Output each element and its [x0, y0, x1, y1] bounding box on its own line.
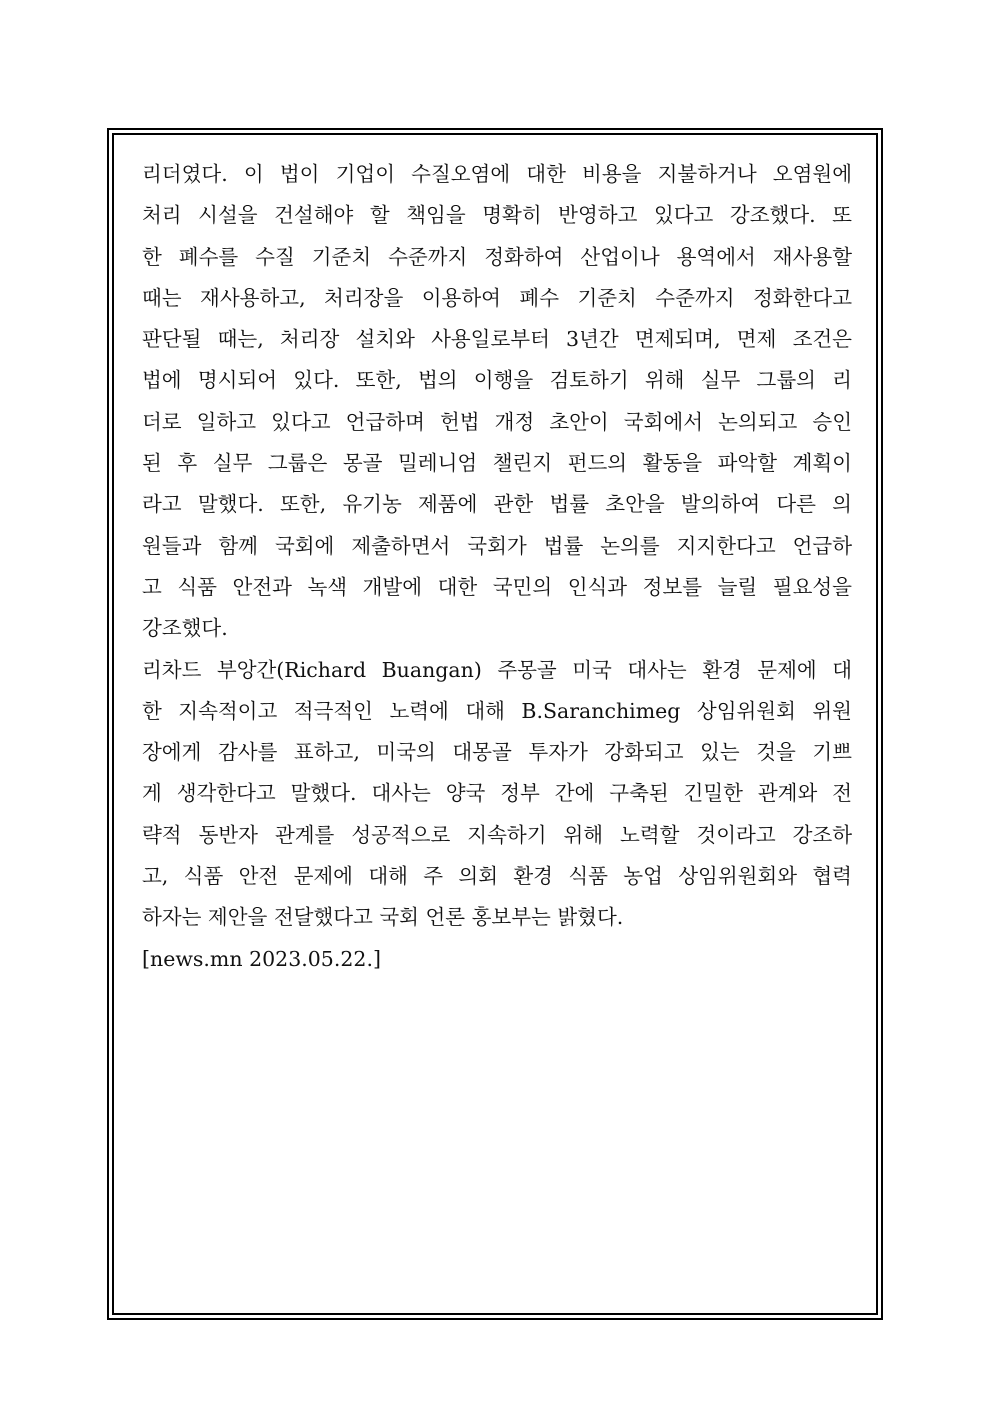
text-line: 강조했다. [142, 616, 228, 641]
article-body [142, 154, 852, 980]
paragraph-2 [142, 650, 852, 939]
text-line: 된 후 실무 그룹은 몽골 밀레니엄 챌린지 펀드의 활동을 파악할 계획이 [142, 451, 852, 476]
text-line: 법에 명시되어 있다. 또한, 법의 이행을 검토하기 위해 실무 그룹의 리 [142, 368, 852, 393]
text-line: 처리 시설을 건설해야 할 책임을 명확히 반영하고 있다고 강조했다. 또 [142, 203, 852, 228]
paragraph-1 [142, 154, 852, 650]
text-line: 리더였다. 이 법이 기업이 수질오염에 대한 비용을 지불하거나 오염원에 [142, 162, 852, 186]
text-line: 고 식품 안전과 녹색 개발에 대한 국민의 인식과 정보를 늘릴 필요성을 [142, 574, 852, 599]
text-line: 리차드 부앙간(Richard Buangan) 주몽골 미국 대사는 환경 문제에 대 [142, 657, 852, 682]
text-line: 원들과 함께 국회에 제출하면서 국회가 법률 논의를 지지한다고 언급하 [142, 533, 852, 558]
text-line: 때는 재사용하고, 처리장을 이용하여 폐수 기준치 수준까지 정화한다고 [142, 285, 852, 310]
text-line: 한 폐수를 수질 기준치 수준까지 정화하여 산업이나 용역에서 재사용할 [142, 244, 852, 269]
text-line: 장에게 감사를 표하고, 미국의 대몽골 투자가 강화되고 있는 것을 기쁘 [142, 740, 852, 765]
text-line: 판단될 때는, 처리장 설치와 사용일로부터 3년간 면제되며, 면제 조건은 [142, 327, 852, 352]
text-line: 한 지속적이고 적극적인 노력에 대해 B.Saranchimeg 상임위원회 위원 [142, 698, 852, 723]
text-line: 더로 일하고 있다고 언급하며 헌법 개정 초안이 국회에서 논의되고 승인 [142, 409, 852, 434]
source-citation: [news.mn 2023.05.22.] [142, 946, 381, 971]
text-line: 게 생각한다고 말했다. 대사는 양국 정부 간에 구축된 긴밀한 관계와 전 [142, 781, 852, 806]
text-line: 고, 식품 안전 문제에 대해 주 의회 환경 식품 농업 상임위원회와 협력 [142, 864, 852, 889]
text-line: 하자는 제안을 전달했다고 국회 언론 홍보부는 밝혔다. [142, 905, 624, 930]
text-line: 라고 말했다. 또한, 유기농 제품에 관한 법률 초안을 발의하여 다른 의 [142, 492, 852, 517]
text-line: 략적 동반자 관계를 성공적으로 지속하기 위해 노력할 것이라고 강조하 [142, 822, 852, 847]
